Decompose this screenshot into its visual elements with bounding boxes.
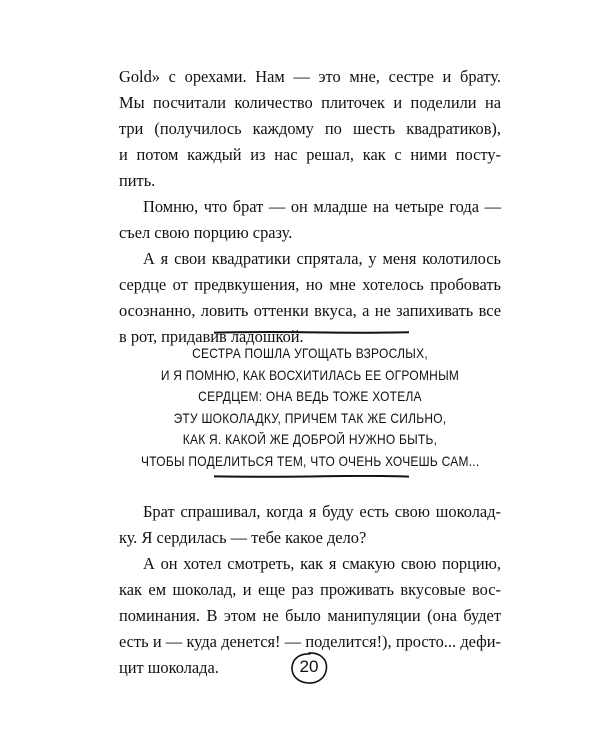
text-line: Мы посчитали количество плиточек и поделили на — [119, 93, 501, 112]
quote-line: И Я ПОМНЮ, КАК ВОСХИТИЛАСЬ ЕЕ ОГРОМНЫМ — [160, 367, 460, 383]
pull-quote — [118, 331, 502, 481]
text-line: А я свои квадратики спрятала, у меня колотилось — [143, 249, 501, 268]
text-line: пить. — [119, 171, 156, 190]
brush-divider-top — [214, 331, 409, 334]
text-line: Помню, что брат — он младше на четыре года — — [143, 197, 501, 216]
quote-line: ЭТУ ШОКОЛАДКУ, ПРИЧЕМ ТАК ЖЕ СИЛЬНО, — [173, 410, 447, 426]
top-text — [119, 64, 501, 350]
text-line: как ем шоколад, и еще раз проживать вкусовые вос- — [119, 580, 501, 599]
text-line: цит шоколада. — [119, 658, 219, 677]
brush-divider-bottom — [214, 475, 409, 478]
text-line: съел свою порцию сразу. — [119, 223, 293, 242]
text-line: три (получилось каждому по шесть квадратиков), — [119, 119, 501, 138]
page-number — [289, 651, 329, 685]
quote-line: СЕРДЦЕМ: ОНА ВЕДЬ ТОЖЕ ХОТЕЛА — [198, 389, 422, 404]
text-line: есть и — куда денется! — поделится!), просто... дефи- — [119, 632, 501, 651]
quote-line: СЕСТРА ПОШЛА УГОЩАТЬ ВЗРОСЛЫХ, — [192, 346, 428, 361]
text-line: в рот, придавив ладошкой. — [119, 327, 304, 346]
text-line: поминания. В этом не было манипуляции (она будет — [119, 606, 501, 625]
quote-line: КАК Я. КАКОЙ ЖЕ ДОБРОЙ НУЖНО БЫТЬ, — [182, 432, 438, 447]
text-line: А он хотел смотреть, как я смакую свою порцию, — [143, 554, 501, 573]
text-line: Брат спрашивал, когда я буду есть свою шоколад- — [143, 502, 501, 521]
page-number-text: 20 — [299, 657, 319, 676]
text-line: осознанно, ловить оттенки вкуса, а не запихивать все — [119, 301, 501, 320]
text-line: ку. Я сердилась — тебе какое дело? — [119, 528, 367, 547]
text-line: сердце от предвкушения, но мне хотелось пробовать — [119, 275, 501, 294]
text-line: и потом каждый из нас решал, как с ними посту- — [119, 145, 501, 164]
text-line: Gold» с орехами. Нам — это мне, сестре и брату. — [119, 67, 501, 86]
quote-line: ЧТОБЫ ПОДЕЛИТЬСЯ ТЕМ, ЧТО ОЧЕНЬ ХОЧЕШЬ САМ... — [141, 453, 480, 469]
